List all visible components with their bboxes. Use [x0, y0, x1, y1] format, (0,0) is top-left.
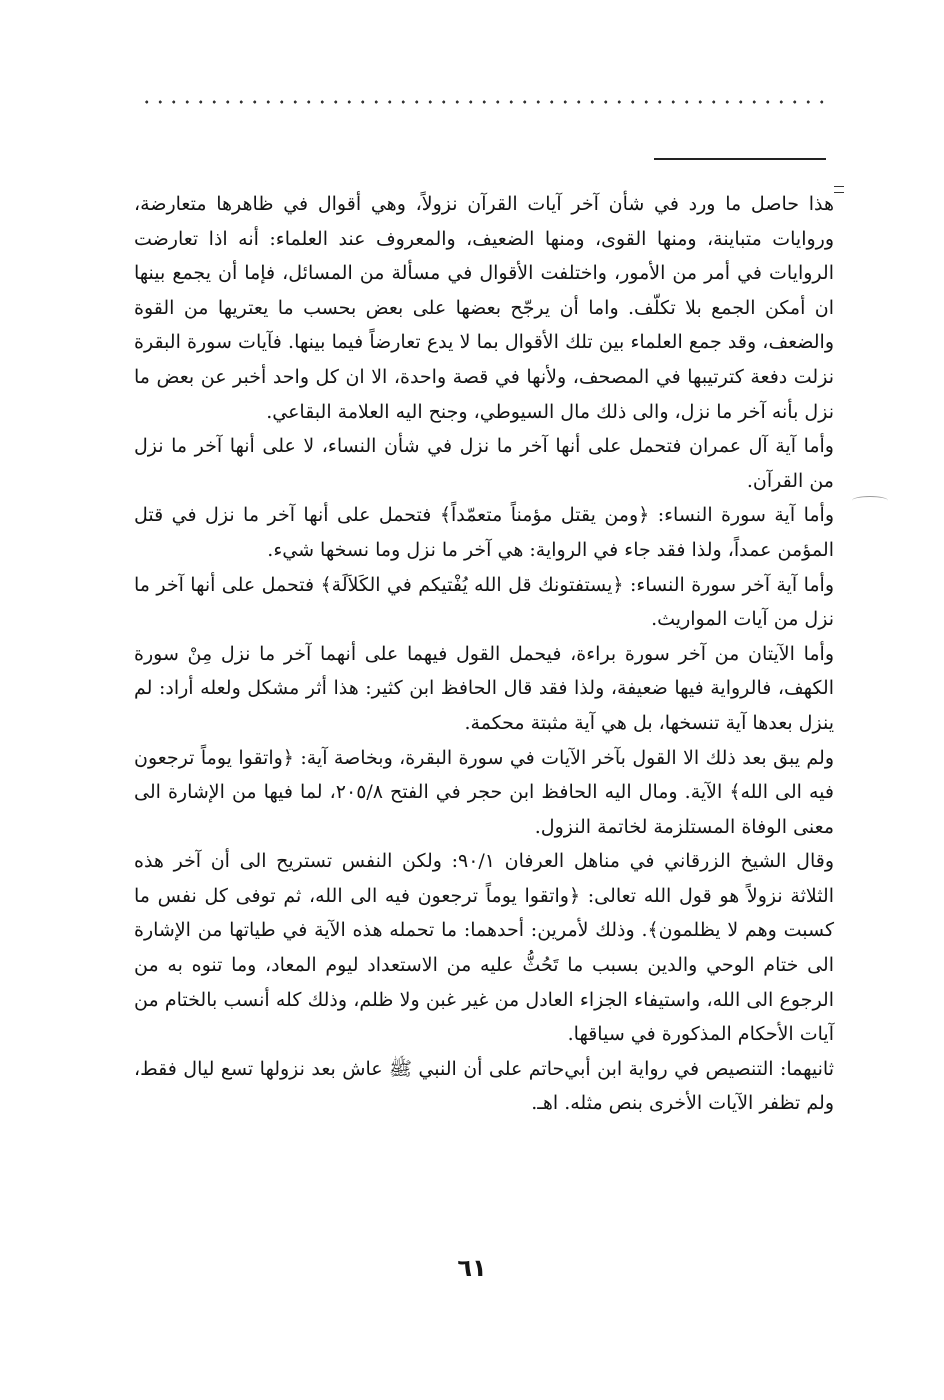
dotted-separator [140, 97, 828, 107]
paragraph: وأما الآيتان من آخر سورة براءة، فيحمل القول فيهما على أنهما آخر ما نزل مِنْ سورة الكهف، فالرواية فيها ضعيفة، ولذا فقد قال الحافظ ابن كثير: هذا أثر مشكل ولعله أراد: لم ينزل بعدها آية تنسخها، بل هي آية مثبتة محكمة. [134, 642, 834, 734]
margin-mark [834, 186, 844, 193]
paragraph: ثانيهما: التنصيص في رواية ابن أبي‌حاتم على أن النبي ﷺ عاش بعد نزولها تسع ليال فقط، ولم تظفر الآيات الأخرى بنص مثله. اهـ. [134, 1057, 834, 1115]
page-number: ٦١ [457, 1254, 487, 1282]
scan-artifact [852, 496, 888, 505]
paragraph: ولم يبق بعد ذلك الا القول بآخر الآيات في سورة البقرة، وبخاصة آية: ﴿واتقوا يوماً ترجعون فيه الى الله﴾ الآية. ومال اليه الحافظ ابن حجر في الفتح ٢٠٥/٨، لما فيها من الإشارة الى معنى الوفاة المستلزمة لخاتمة النزول. [134, 746, 834, 838]
paragraph: وأما آية آل عمران فتحمل على أنها آخر ما نزل في شأن النساء، لا على أنها آخر ما نزل من القرآن. [134, 435, 834, 492]
footnote-text [134, 187, 834, 1121]
paragraph: هذا حاصل ما ورد في شأن آخر آيات القرآن نزولاً، وهي أقوال في ظاهرها متعارضة، وروايات متباينة، ومنها القوى، ومنها الضعيف، والمعروف عند العلماء: أنه اذا تعارضت الروايات في أمر من الأمور، واختلفت الأقوال في مسألة من المسائل، فإما أن يجمع بينها ان أمكن الجمع بلا تكلّف. واما أن يرجّح بعضها على بعض بحسب ما يعتريها من القوة والضعف، وقد جمع العلماء بين تلك الأقوال بما لا يدع تعارضاً فيما بينها. فآيات سورة البقرة نزلت دفعة كترتيبها في المصحف، ولأنها في قصة واحدة، الا ان كل واحد أخبر عن بعض ما نزل بأنه آخر ما نزل، والى ذلك مال السيوطي، وجنح اليه العلامة البقاعي. [134, 193, 834, 423]
paragraph: وأما آية آخر سورة النساء: ﴿يستفتونك قل الله يُفْتيكم في الكَلاَلَة﴾ فتحمل على أنها آخر ما نزل من آيات المواريث. [134, 573, 834, 631]
paragraph: وقال الشيخ الزرقاني في مناهل العرفان ٩٠/١: ولكن النفس تستريح الى أن آخر هذه الثلاثة نزولاً هو قول الله تعالى: ﴿واتقوا يوماً ترجعون فيه الى الله، ثم توفى كل نفس ما كسبت وهم لا يظلمون﴾. وذلك لأمرين: أحدهما: ما تحمله هذه الآية في طياتها من الإشارة الى ختام الوحي والدين بسبب ما تَحُثُّ عليه من الاستعداد ليوم المعاد، وما تنوه به من الرجوع الى الله، واستيفاء الجزاء العادل من غير غبن ولا ظلم، وذلك كله أنسب بالختام من آيات الأحكام المذكورة في سياقها. [134, 850, 834, 1046]
footnote-rule [654, 158, 826, 160]
paragraph: وأما آية سورة النساء: ﴿ومن يقتل مؤمناً متعمّداً﴾ فتحمل على أنها آخر ما نزل في قتل المؤمن عمداً، ولذا فقد جاء في الرواية: هي آخر ما نزل وما نسخها شيء. [134, 504, 834, 561]
